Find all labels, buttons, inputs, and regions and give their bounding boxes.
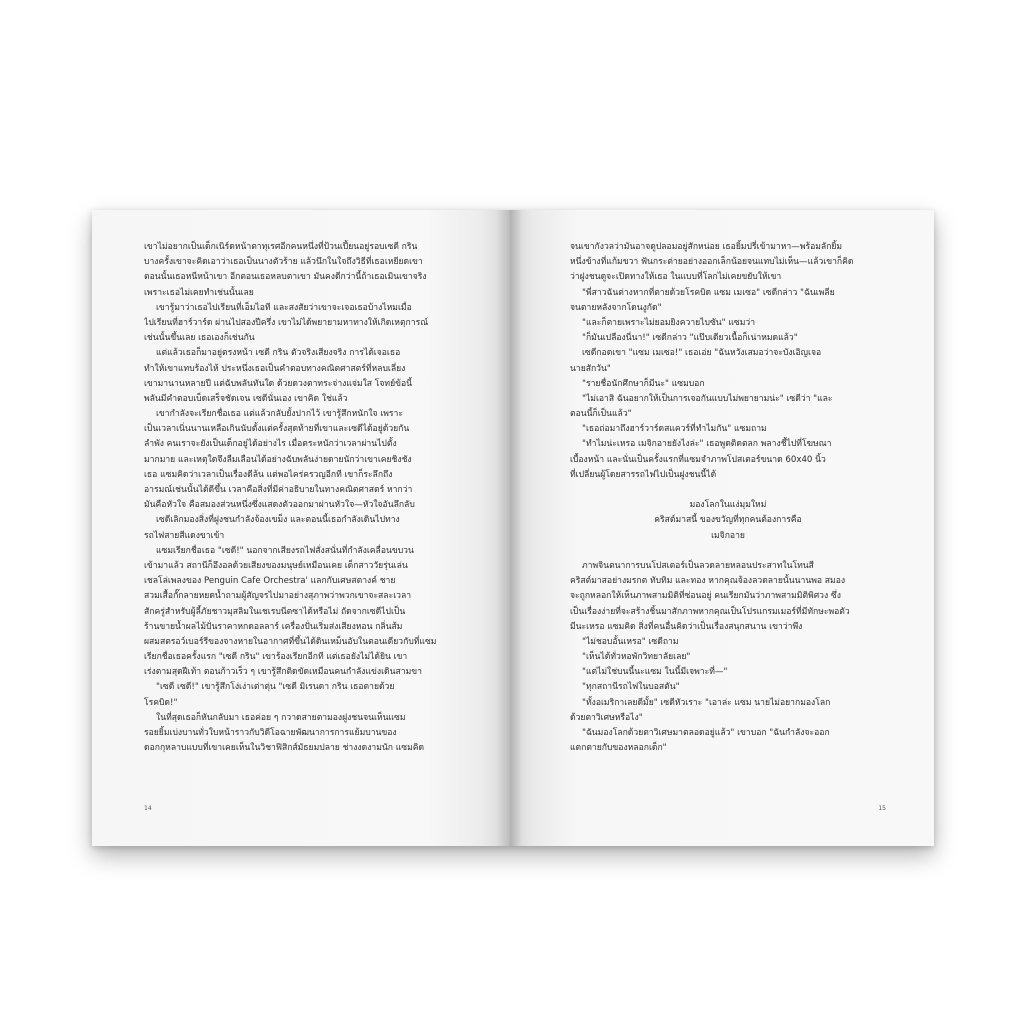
poster-line: มองโลกในแง่มุมใหม่ (689, 500, 767, 511)
right-page-number: 15 (878, 804, 886, 812)
text-line: เรียกชื่อเธอครั้งแรก "เซดี กริน" เขาร้องเรียกอีกที แต่เธอยังไม่ได้ยิน เขา (144, 652, 408, 663)
text-line: เขามานานหลายปี แต่ฉับพลันทันใด ด้วยดวงตาทระจ่างแจ่มใส โจทย์ข้อนี้ (144, 378, 413, 389)
section-spacer (570, 544, 886, 559)
text-line: "รายชื่อนักศึกษาก็มีนะ" แซมบอก (582, 378, 705, 389)
left-page-text (144, 240, 460, 756)
text-line: แตกตายกับของหลอกเด็ก" (570, 743, 667, 754)
text-line: ภาพจินตนาการบนโปสเตอร์เป็นลวดลายหลอนประสาทในโทนสี (582, 560, 814, 571)
text-line: เข้ามาแล้ว สถานีก็อึงอลด้วยเสียงของมนุษย์เหมือนเคย เด็กสาววัยรุ่นเล่น (144, 560, 408, 571)
text-line: นายสักวัน" (570, 363, 611, 374)
text-line: หนึ่งข้างที่แก้มขวา ฟันกระต่ายอย่างออกเล็กน้อยจนแทบไม่เห็น—แล้วเขาก็คิด (570, 257, 854, 268)
right-page-text-top (570, 240, 886, 483)
text-line: มากมาย และเหตุใดจึงลืมเลือนได้อย่างฉับพลันง่ายดายนักว่าเขาเคยชิงชัง (144, 454, 412, 465)
text-line: ไปเรียนที่ฮาร์วาร์ด ผ่านไปสองปีครึ่ง เขาไม่ได้พยายามหาทางให้เกิดเหตุการณ์ (144, 317, 429, 328)
text-line: มีนะเหรอ แซมคิด สิ่งที่คนอื่นคิดว่าเป็นเรื่องสนุกสนาน เขาว่าพึง (570, 621, 803, 632)
text-line: โรคบิด!" (144, 697, 178, 708)
text-line: "ฉันมองโลกด้วยตาวิเศษมาตลอดอยู่แล้ว" เขาบอก "ฉันกำลังจะออก (582, 728, 830, 738)
text-line: "เธอถ่อมาถึงฮาร์วาร์ดสแควร์ที่ทำไมกัน" แซมถาม (582, 424, 767, 435)
text-line: จะถูกหลอกให้เห็นภาพสามมิติที่ซ่อนอยู่ คนเรียกมันว่าภาพสามมิติพิศวง ซึ่ง (570, 591, 841, 602)
text-line: เร่งตามสุดฝีเท้า ตอนก้าวเร็ว ๆ เขารู้สึกติดขัดเหมือนคนกำลังแข่งเดินสามขา (144, 667, 422, 678)
section-spacer (570, 483, 886, 498)
text-line: "และก็ตายเพราะไม่ยอมยิงควายไบซัน" แซมว่า (582, 317, 756, 328)
text-line: อารมณ์เช่นนั้นได้ดีขึ้น เวลาคือสิ่งที่มีค่าอธิบายในทางคณิตศาสตร์ หากว่า (144, 485, 413, 495)
text-line: รอยยิ้มเบ่งบานทั่วใบหน้าราวกับวิดีโอฉายพัฒนาการการแย้มบานของ (144, 728, 397, 738)
text-line: เป็นเรื่องง่ายที่จะสร้างชิ้นมาสักภาพหากคุณเป็นโปรแกรมเมอร์ที่มีทักษะพอตัว (570, 606, 850, 617)
text-line: "แต่ไม่ใช่บนนี้นะแซม ในนี้มีเจพาะที่—" (582, 667, 728, 678)
text-line: แต่แล้วเธอก็มาอยู่ตรงหน้า เซดี กริน ตัวจริงเสียงจริง การได้เจอเธอ (156, 348, 401, 359)
text-line: เช่นนั้นขึ้นเลย เธอเองก็เช่นกัน (144, 333, 255, 344)
left-page (92, 210, 510, 846)
text-line: บางครั้งเขาจะคิดเอาว่าเธอเป็นนางตัวร้าย แล้วนึกในใจถึงวิธีที่เธอเหยียดเขา (144, 257, 423, 268)
text-line: เขากำลังจะเรียกชื่อเธอ แต่แล้วกลับยั้งปากไว้ เขารู้สึกหนักใจ เพราะ (156, 409, 403, 420)
text-line: "ทุกสถานีรถไฟในบอสตัน" (582, 682, 680, 693)
text-line: สักครู่สำหรับผู้ลี้ภัยชาวมุสลิมในเชเรบนีตซาได้หรือไม่ ถัดจากเซดีไปเป็น (144, 606, 406, 617)
text-line: "ก็มันเปลืองนี่นา!" เซดีกล่าว "แป๊บเดียวเนื้อก็เน่าหมดแล้ว" (582, 333, 798, 344)
text-line: เขาไม่อยากเป็นเด็กเนิร์ดหน้าตาทุเรศอีกคนหนึ่งที่ป้วนเปี้ยนอยู่รอบเซดี กริน (144, 242, 418, 252)
text-line: ทำให้เขาแทบร้องไห้ ประหนึ่งเธอเป็นคำตอบทางคณิตศาสตร์ที่หลบเลี่ยง (144, 363, 406, 374)
text-line: สวมเสื้อกั๊กลายหยดน้ำถามผู้สัญจรไปมาอย่างสุภาพว่าพวกเขาจะสละเวลา (144, 591, 412, 602)
text-line: ลำพัง คนเราจะยังเป็นเด็กอยู่ได้อย่างไร เมื่อตระหนักว่าเวลาผ่านไปตั้ง (144, 439, 397, 450)
text-line: เธอ แซมคิดว่าเวลาเป็นเรื่องดีล้น แต่พอไคร่ครวญอีกที เขาก็ระลึกถึง (144, 469, 393, 480)
text-line: แซมเรียกชื่อเธอ "เซดี!" นอกจากเสียงรถไฟสั่งสนั่นที่กำลังเคลื่อนขบวน (156, 545, 414, 556)
text-line: เขารู้มาว่าเธอไปเรียนที่เอ็มไอที และสงสัยว่าเขาจะเจอเธอบ้างไหมเมื่อ (156, 302, 412, 313)
text-line: จนเขากังวลว่ามันอาจดูปลอมอยู่สักหน่อย เธอยิ้มปรี่เข้ามาหา—พร้อมลักยิ้ม (570, 242, 843, 252)
text-line: จนตายหลังจากโดนงูกัด" (570, 302, 662, 313)
text-line: เบื้องหน้า และนั่นเป็นครั้งแรกที่แซมจำภาพโปสเตอร์ขนาด 60x40 นิ้ว (570, 454, 826, 465)
poster-line: เมจิกอาย (711, 530, 745, 541)
text-line: "เซดี เซดี!" เขารู้สึกโง่เง่าเต่าตุ่น "เซดี มิเรนดา กริน เธอตายด้วย (156, 682, 395, 693)
text-line: เซดีเลิกมองสิ่งที่ฝูงชนกำลังจ้องเขม็ง และตอนนี้เธอกำลังเดินไปทาง (156, 515, 400, 526)
text-line: ด้วยตาวิเศษหรือไง" (570, 712, 643, 723)
text-line: "เห็นได้ทั่วหอพักวิทยาลัยเลย" (582, 652, 691, 663)
text-line: เป็นเวลาเนิ่นนานเหลือเกินนับตั้งแต่ครั้งสุดท้ายที่เขาและเซดีได้อยู่ด้วยกัน (144, 424, 410, 435)
text-line: เพราะเธอไม่เคยทำเช่นนั้นเลย (144, 287, 254, 298)
text-line: เชลโล่เพลงของ Penguin Cafe Orchestra' แลกกับเศษสตางค์ ชาย (144, 576, 396, 587)
text-line: "ทำไมน่ะเหรอ เมจิกอายยังไงล่ะ" เธอพูดติดตลก พลางชี้ไปที่โฆษณา (582, 439, 832, 450)
text-line: ในที่สุดเธอก็หันกลับมา เธอค่อย ๆ กวาดสายตามองฝูงชนจนเห็นแซม (156, 712, 406, 723)
text-line: ตอนนี้ก็เป็นแล้ว" (570, 409, 632, 420)
poster-slogan (570, 498, 886, 544)
text-line: เซดีกอดเขา "แซม เมเซอ!" เธอเอ่ย "ฉันหวังเสมอว่าจะบังเอิญเจอ (582, 348, 822, 359)
poster-line: คริสต์มาสนี้ ของขวัญที่ทุกคนต้องการคือ (654, 515, 802, 526)
right-page-text-bottom (570, 559, 886, 756)
text-line: ผสมสตรอว์เบอร์รีของจางหายในอากาศที่ขึ้นได้ดินเหม็นอับในตอนเดียวกับที่แซม (144, 636, 437, 647)
text-line: "ไม่ชอบอั้นเหรอ" เซดีถาม (582, 636, 679, 647)
text-line: "พี่สาวฉันต่างหากที่ตายด้วยโรคบิด แซม เมเซอ" เซดีกล่าว "ฉันเพลีย (582, 287, 835, 298)
open-book (92, 210, 934, 846)
text-line: ดอกกุหลาบแบบที่เขาเคยเห็นในวิชาฟิสิกส์มัธยมปลาย ช่างงดงามนัก แซมคิด (144, 743, 425, 754)
text-line: รถไฟสายสีแดงขาเข้า (144, 530, 225, 541)
text-line: มันคือหัวใจ คือสมองส่วนหนึ่งซึ่งแสดงตัวออกมาผ่านหัวใจ—หัวใจอันลึกลับ (144, 500, 415, 511)
right-page (510, 210, 934, 846)
text-line: ตอนนั้นเธอหนีหน้าเขา อีกตอนเธอหลบตาเขา มันคงดีกว่านี้ถ้าเธอเมินเขาจริง (144, 272, 427, 283)
text-line: คริสต์มาสอย่างมรกต ทับทิม และทอง หากคุณจ้องลวดลายนั้นนานพอ สมอง (570, 576, 846, 587)
text-line: ว่าฝูงชนดูจะเปิดทางให้เธอ ในแบบที่โลกไม่เคยขยับให้เขา (570, 272, 782, 283)
left-page-number: 14 (144, 804, 152, 812)
text-line: พลันมีคำตอบเบ็ดเสร็จชัดเจน เซดีนั่นเอง เขาคิด ใช่แล้ว (144, 393, 348, 404)
text-line: ที่เปลี่ยนผู้โดยสารรถไฟไปเป็นฝูงชนนี้ได้ (570, 469, 717, 480)
text-line: "ทั้งอเมริกาเลยดีมั้ย" เซดีหัวเราะ "เอาล่ะ แซม นายไม่อยากมองโลก (582, 697, 831, 708)
text-line: ร้านขายน้ำผลไม้ปั่นราคาหกดอลลาร์ เครื่องปั่นเริ่มส่งเสียงหอน กลิ่นส้ม (144, 621, 403, 632)
text-line: "ไม่เอาสิ ฉันอยากให้เป็นการเจอกันแบบไม่พยายามน่ะ" เซดีว่า "และ (582, 393, 833, 404)
